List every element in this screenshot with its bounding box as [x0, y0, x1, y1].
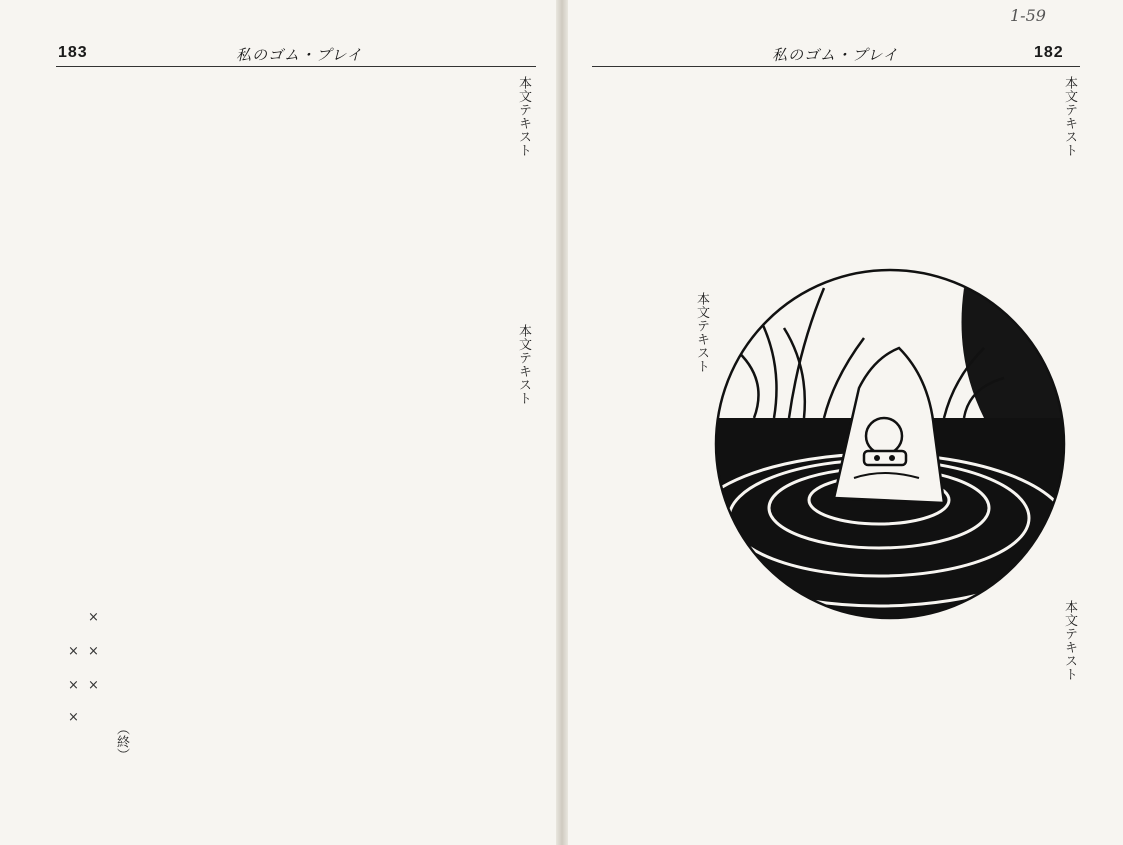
book-spread: 183 私のゴム・プレイ 私のゴム・プレイ 182 1-59 本文テキスト 本文テキスト × × × × × × （終） 本文テキスト 本文テキスト 本文テキスト [0, 0, 1123, 845]
right-upper-text: 本文テキスト [1062, 76, 1077, 157]
left-lower-text: 本文テキスト [516, 324, 531, 405]
right-lower-text: 本文テキスト [1062, 600, 1077, 681]
right-mid-text: 本文テキスト [694, 292, 709, 373]
handwritten-note: 1-59 [1010, 6, 1046, 25]
right-running-head: 私のゴム・プレイ [772, 46, 899, 64]
right-header-rule [592, 66, 1080, 67]
left-upper-text: 本文テキスト [516, 76, 531, 157]
gutter [556, 0, 568, 845]
right-page-number: 182 [1034, 44, 1064, 61]
circular-illustration [714, 268, 1066, 620]
left-running-head: 私のゴム・プレイ [236, 46, 363, 64]
end-mark: （終） [114, 722, 129, 761]
left-header-rule [56, 66, 536, 67]
left-page-number: 183 [58, 44, 88, 61]
